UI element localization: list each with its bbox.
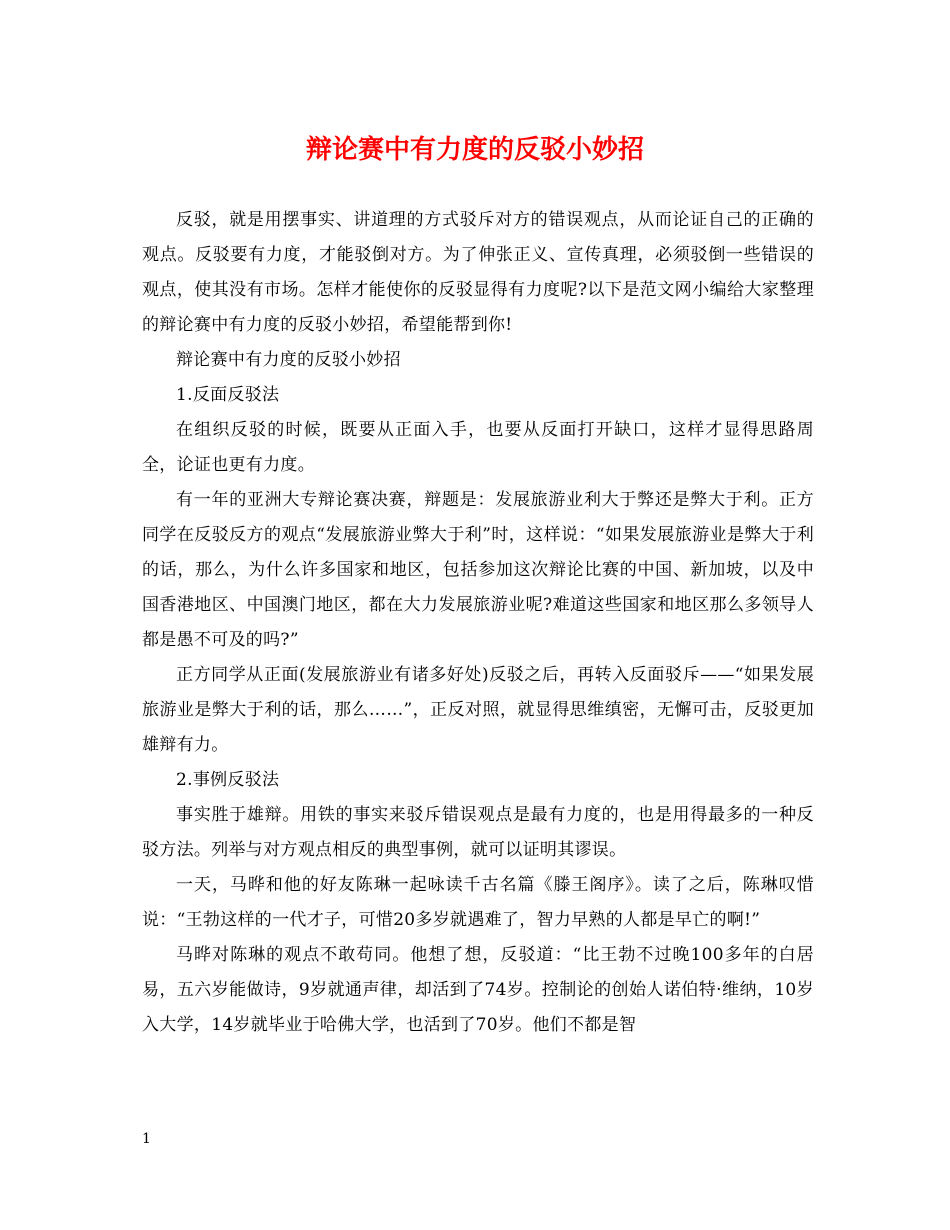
paragraph: 正方同学从正面(发展旅游业有诸多好处)反驳之后，再转入反面驳斥——“如果发展旅游业是弊大于利的话，那么……”，正反对照，就显得思维缜密，无懈可击，反驳更加雄辩有力。 (142, 665, 814, 755)
page-number: 1 (142, 1131, 151, 1147)
paragraph: 在组织反驳的时候，既要从正面入手，也要从反面打开缺口，这样才显得思路周全，论证也更有力度。 (142, 420, 814, 475)
paragraph: 有一年的亚洲大专辩论赛决赛，辩题是：发展旅游业利大于弊还是弊大于利。正方同学在反驳反方的观点“发展旅游业弊大于利”时，这样说：“如果发展旅游业是弊大于利的话，那么，为什么许多国家和地区，包括参加这次辩论比赛的中国、新加坡，以及中国香港地区、中国澳门地区，都在大力发展旅游业呢?难道这些国家和地区那么多领导人都是愚不可及的吗?” (142, 490, 814, 650)
paragraph: 一天，马晔和他的好友陈琳一起咏读千古名篇《滕王阁序》。读了之后，陈琳叹惜说：“王勃这样的一代才子，可惜20多岁就遇难了，智力早熟的人都是早亡的啊!” (142, 875, 814, 930)
paragraph: 事实胜于雄辩。用铁的事实来驳斥错误观点是最有力度的，也是用得最多的一种反驳方法。列举与对方观点相反的典型事例，就可以证明其谬误。 (142, 805, 814, 860)
document-title: 辩论赛中有力度的反驳小妙招 (305, 135, 644, 165)
document-body (142, 203, 814, 1043)
paragraph-intro: 反驳，就是用摆事实、讲道理的方式驳斥对方的错误观点，从而论证自己的正确的观点。反驳要有力度，才能驳倒对方。为了伸张正义、宣传真理，必须驳倒一些错误的观点，使其没有市场。怎样才能使你的反驳显得有力度呢?以下是范文网小编给大家整理的辩论赛中有力度的反驳小妙招，希望能帮到你! (142, 210, 814, 335)
section-heading-1: 1.反面反驳法 (176, 385, 280, 405)
paragraph-subtitle: 辩论赛中有力度的反驳小妙招 (176, 350, 401, 370)
section-heading-2: 2.事例反驳法 (176, 770, 280, 790)
paragraph: 马晔对陈琳的观点不敢苟同。他想了想，反驳道：“比王勃不过晚100多年的白居易，五六岁能做诗，9岁就通声律，却活到了74岁。控制论的创始人诺伯特·维纳，10岁入大学，14岁就毕业于哈佛大学，也活到了70岁。他们不都是智 (142, 945, 814, 1035)
